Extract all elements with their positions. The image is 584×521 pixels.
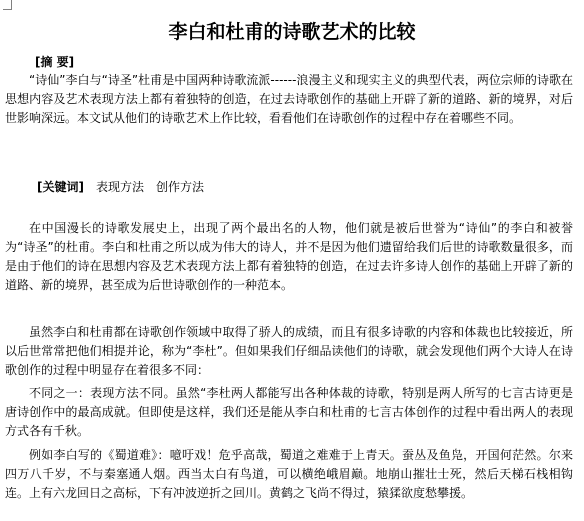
keywords-row xyxy=(37,179,204,195)
body-paragraph: 虽然李白和杜甫都在诗歌创作领域中取得了骄人的成绩，而且有很多诗歌的内容和体裁也比较接近，所以后世常常把他们相提并论，称为“李杜”。但如果我们仔细品读他们的诗歌，就会发现他们两个大诗人在诗歌创作的过程中明显存在着很多不同： xyxy=(5,325,573,377)
body-paragraph: 例如李白写的《蜀道难》：噫吁戏！危乎高哉，蜀道之难难于上青天。蚕丛及鱼凫，开国何茫然。尔来四万八千岁，不与秦塞通人烟。西当太白有鸟道，可以横绝峨眉巅。地崩山摧壮士死，然后天梯石栈相钩连。上有六龙回日之高标，下有冲波逆折之回川。黄鹤之飞尚不得过，猿猱欲度愁攀援。 xyxy=(5,448,573,500)
keywords-label: [关键词] xyxy=(37,180,84,194)
abstract-paragraph: “诗仙”李白与“诗圣”杜甫是中国两种诗歌流派------浪漫主义和现实主义的典型代表，两位宗师的诗歌在思想内容及艺术表现方法上都有着独特的创造，在过去诗歌创作的基础上开辟了新的道路、新的境界，对后世影响深远。本文试从他们的诗歌艺术上作比较，看看他们在诗歌创作的过程中存在着哪些不同。 xyxy=(5,73,573,125)
body-paragraph: 在中国漫长的诗歌发展史上，出现了两个最出名的人物，他们就是被后世誉为“诗仙”的李白和被誉为“诗圣”的杜甫。李白和杜甫之所以成为伟大的诗人，并不是因为他们遗留给我们后世的诗歌数量很多，而是由于他们的诗在思想内容及艺术表现方法上都有着独特的创造，在过去许多诗人创作的基础上开辟了新的道路、新的境界，甚至成为后世诗歌创作的一种范本。 xyxy=(5,221,573,292)
keyword-item: 创作方法 xyxy=(156,180,205,194)
text-boundary-corner-mark xyxy=(3,0,12,10)
abstract-label: [摘 要] xyxy=(35,55,75,69)
document-title: 李白和杜甫的诗歌艺术的比较 xyxy=(168,21,416,43)
keyword-item: 表现方法 xyxy=(95,180,144,194)
body-paragraph: 不同之一：表现方法不同。虽然“李杜两人都能写出各种体裁的诗歌，特别是两人所写的七言古诗更是唐诗创作中的最高成就。但即使是这样，我们还是能从李白和杜甫的七言古体创作的过程中看出两人的表现方式各有千秋。 xyxy=(5,386,573,438)
